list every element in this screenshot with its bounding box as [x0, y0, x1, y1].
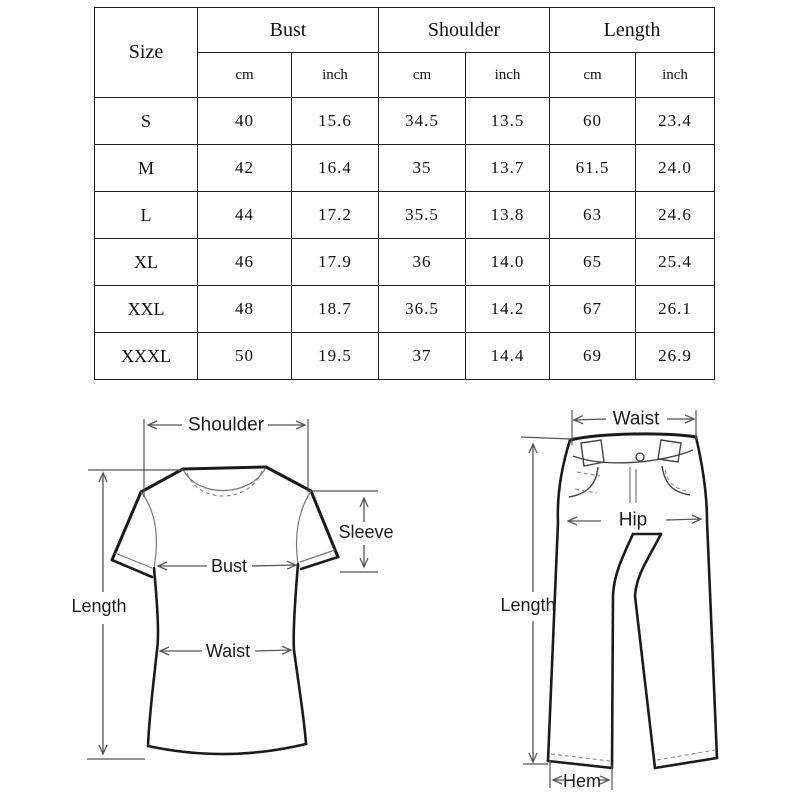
shirt-sleeve-label: Sleeve [338, 522, 394, 542]
header-length: Length [550, 8, 715, 53]
tshirt-left-cuff-stitch [115, 553, 152, 568]
unit-length-cm: cm [550, 53, 636, 98]
measurement-value: 44 [198, 192, 292, 239]
pants-hem-label: Hem [562, 771, 602, 791]
size-value: S [95, 98, 198, 145]
tshirt-dimension-lines [87, 419, 378, 759]
measurement-value: 17.9 [292, 239, 379, 286]
measurement-value: 23.4 [636, 98, 715, 145]
measurement-value: 35 [379, 145, 466, 192]
shirt-waist-label: Waist [205, 641, 251, 661]
tshirt-top-edge [183, 467, 266, 469]
measurement-value: 42 [198, 145, 292, 192]
measurement-value: 48 [198, 286, 292, 333]
measurement-value: 13.5 [466, 98, 550, 145]
pants-left-belt-loop [581, 440, 604, 466]
measurement-value: 13.7 [466, 145, 550, 192]
measurement-value: 14.0 [466, 239, 550, 286]
tshirt-diagram [71, 415, 393, 760]
pants-length-label: Length [500, 595, 556, 615]
measurement-value: 36 [379, 239, 466, 286]
pants-right-pocket-stitch [665, 470, 686, 491]
pants-right-hem [655, 758, 717, 768]
measurement-value: 67 [550, 286, 636, 333]
pants-fly-lines [630, 467, 636, 503]
measurement-value: 14.2 [466, 286, 550, 333]
measurement-value: 16.4 [292, 145, 379, 192]
table-row-l [95, 192, 715, 239]
unit-bust-inch: inch [292, 53, 379, 98]
tshirt-right-cuff [301, 557, 338, 569]
measurement-value: 26.9 [636, 333, 715, 380]
measurement-value: 60 [550, 98, 636, 145]
header-bust: Bust [198, 8, 379, 53]
pants-left-hem-stitch [551, 754, 610, 761]
pants-left-hem [548, 761, 612, 768]
table-row-m [95, 145, 715, 192]
shirt-shoulder-label: Shoulder [187, 414, 265, 436]
tshirt-right-side [294, 564, 306, 744]
measurement-value: 37 [379, 333, 466, 380]
unit-bust-cm: cm [198, 53, 292, 98]
tshirt-left-armhole [141, 492, 156, 568]
measurement-diagrams [0, 390, 800, 800]
measurement-value: 69 [550, 333, 636, 380]
measurement-value: 50 [198, 333, 292, 380]
pants-right-outer-seam [696, 437, 717, 758]
pants-diagram [500, 409, 717, 792]
table-row-s [95, 98, 715, 145]
tshirt-left-cuff [112, 560, 152, 577]
tshirt-hem [148, 744, 306, 754]
measurement-value: 61.5 [550, 145, 636, 192]
size-value: M [95, 145, 198, 192]
tshirt-right-shoulder [266, 467, 311, 491]
size-chart-table [94, 7, 715, 380]
measurement-value: 15.6 [292, 98, 379, 145]
tshirt-right-armhole [296, 491, 311, 564]
size-value: XXL [95, 286, 198, 333]
measurement-value: 17.2 [292, 192, 379, 239]
tshirt-left-shoulder [141, 469, 183, 492]
measurement-value: 13.8 [466, 192, 550, 239]
measurement-value: 36.5 [379, 286, 466, 333]
measurement-value: 34.5 [379, 98, 466, 145]
pants-waist-label: Waist [612, 408, 660, 430]
measurement-value: 18.7 [292, 286, 379, 333]
tshirt-right-sleeve [311, 491, 338, 557]
measurement-value: 35.5 [379, 192, 466, 239]
measurement-value: 46 [198, 239, 292, 286]
pants-left-inseam [612, 534, 633, 767]
measurement-value: 65 [550, 239, 636, 286]
measurement-value: 24.6 [636, 192, 715, 239]
table-row-xxxl [95, 333, 715, 380]
tshirt-left-side [148, 568, 158, 746]
unit-shoulder-cm: cm [379, 53, 466, 98]
pants-button [636, 453, 644, 461]
unit-length-inch: inch [636, 53, 715, 98]
pants-left-pocket [569, 467, 598, 497]
measurement-value: 24.0 [636, 145, 715, 192]
measurement-value: 26.1 [636, 286, 715, 333]
shirt-length-label: Length [71, 596, 127, 616]
pants-waist-edge [570, 434, 696, 440]
tshirt-neckline [183, 467, 266, 491]
shirt-bust-label: Bust [210, 556, 248, 576]
tshirt-left-sleeve [112, 492, 141, 560]
pants-hip-label: Hip [618, 509, 648, 531]
measurement-value: 14.4 [466, 333, 550, 380]
table-row-xxl [95, 286, 715, 333]
size-value: XL [95, 239, 198, 286]
table-row-xl [95, 239, 715, 286]
size-value: L [95, 192, 198, 239]
unit-shoulder-inch: inch [466, 53, 550, 98]
header-size: Size [95, 8, 198, 98]
measurement-value: 25.4 [636, 239, 715, 286]
measurement-value: 63 [550, 192, 636, 239]
header-shoulder: Shoulder [379, 8, 550, 53]
pants-right-inseam [635, 534, 661, 768]
measurement-value: 40 [198, 98, 292, 145]
size-value: XXXL [95, 333, 198, 380]
measurement-value: 19.5 [292, 333, 379, 380]
